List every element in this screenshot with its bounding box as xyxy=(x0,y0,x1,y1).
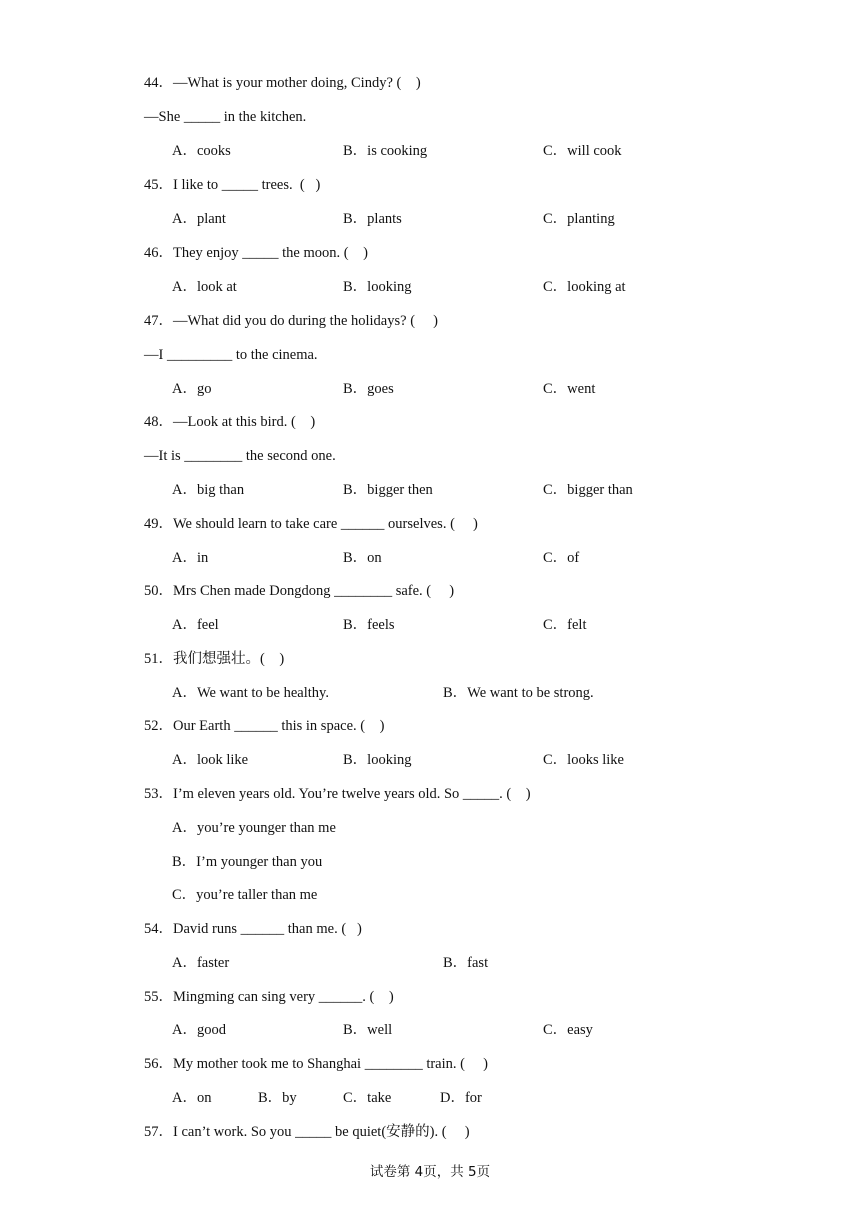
question-56-option-d[interactable]: D．for xyxy=(440,1090,482,1106)
question-56-option-c[interactable]: C．take xyxy=(343,1090,392,1106)
question-45-stem: 45．I like to _____ trees. ( ) xyxy=(144,177,321,193)
question-47-stem: 47．—What did you do during the holidays? ( ) xyxy=(144,313,438,329)
page-footer: 试卷第 4页，共 5页 xyxy=(369,1164,491,1180)
question-49-option-c[interactable]: C．of xyxy=(543,550,580,566)
question-47-option-a[interactable]: A．go xyxy=(172,381,212,397)
question-54-option-b[interactable]: B．fast xyxy=(443,955,489,971)
question-45-option-b[interactable]: B．plants xyxy=(343,211,402,227)
question-47-option-b[interactable]: B．goes xyxy=(343,381,394,397)
question-44-stem: 44．—What is your mother doing, Cindy? ( ) xyxy=(144,75,421,91)
question-50-option-b[interactable]: B．feels xyxy=(343,617,395,633)
question-46-option-b[interactable]: B．looking xyxy=(343,279,412,295)
question-54-stem: 54．David runs ______ than me. ( ) xyxy=(144,921,362,937)
question-48-option-a[interactable]: A．big than xyxy=(172,482,245,498)
question-53-option-a[interactable]: A．you’re younger than me xyxy=(172,820,336,836)
question-50-option-c[interactable]: C．felt xyxy=(543,617,587,633)
question-44-option-a[interactable]: A．cooks xyxy=(172,143,231,159)
question-53-option-b[interactable]: B．I’m younger than you xyxy=(172,854,323,870)
question-45-option-a[interactable]: A．plant xyxy=(172,211,226,227)
question-44-followup: —She _____ in the kitchen. xyxy=(144,109,307,125)
question-55-option-b[interactable]: B．well xyxy=(343,1022,393,1038)
question-56-option-b[interactable]: B．by xyxy=(258,1090,297,1106)
question-51-option-a[interactable]: A．We want to be healthy. xyxy=(172,685,329,701)
question-53-stem: 53．I’m eleven years old. You’re twelve years old. So _____. ( ) xyxy=(144,786,531,802)
question-57-stem: 57．I can’t work. So you _____ be quiet(安静的). ( ) xyxy=(144,1124,470,1140)
question-56-option-a[interactable]: A．on xyxy=(172,1090,212,1106)
question-44-option-c[interactable]: C．will cook xyxy=(543,143,622,159)
question-54-option-a[interactable]: A．faster xyxy=(172,955,230,971)
question-46-stem: 46．They enjoy _____ the moon. ( ) xyxy=(144,245,368,261)
question-50-option-a[interactable]: A．feel xyxy=(172,617,219,633)
question-44-option-b[interactable]: B．is cooking xyxy=(343,143,428,159)
question-48-option-c[interactable]: C．bigger than xyxy=(543,482,633,498)
question-46-option-a[interactable]: A．look at xyxy=(172,279,237,295)
question-55-option-a[interactable]: A．good xyxy=(172,1022,226,1038)
question-52-option-a[interactable]: A．look like xyxy=(172,752,249,768)
question-47-followup: —I _________ to the cinema. xyxy=(144,347,318,363)
question-51-option-b[interactable]: B．We want to be strong. xyxy=(443,685,594,701)
question-48-stem: 48．—Look at this bird. ( ) xyxy=(144,414,316,430)
question-49-option-a[interactable]: A．in xyxy=(172,550,209,566)
question-46-option-c[interactable]: C．looking at xyxy=(543,279,626,295)
question-51-stem: 51．我们想强壮。( ) xyxy=(144,651,285,667)
question-56-stem: 56．My mother took me to Shanghai ________ train. ( ) xyxy=(144,1056,488,1072)
question-52-stem: 52．Our Earth ______ this in space. ( ) xyxy=(144,718,385,734)
question-53-option-c[interactable]: C．you’re taller than me xyxy=(172,887,318,903)
question-48-followup: —It is ________ the second one. xyxy=(144,448,336,464)
question-50-stem: 50．Mrs Chen made Dongdong ________ safe. ( ) xyxy=(144,583,455,599)
question-52-option-c[interactable]: C．looks like xyxy=(543,752,624,768)
question-47-option-c[interactable]: C．went xyxy=(543,381,596,397)
question-45-option-c[interactable]: C．planting xyxy=(543,211,615,227)
question-48-option-b[interactable]: B．bigger then xyxy=(343,482,433,498)
question-49-stem: 49．We should learn to take care ______ ourselves. ( ) xyxy=(144,516,478,532)
question-55-stem: 55．Mingming can sing very ______. ( ) xyxy=(144,989,394,1005)
question-52-option-b[interactable]: B．looking xyxy=(343,752,412,768)
question-49-option-b[interactable]: B．on xyxy=(343,550,382,566)
question-55-option-c[interactable]: C．easy xyxy=(543,1022,593,1038)
